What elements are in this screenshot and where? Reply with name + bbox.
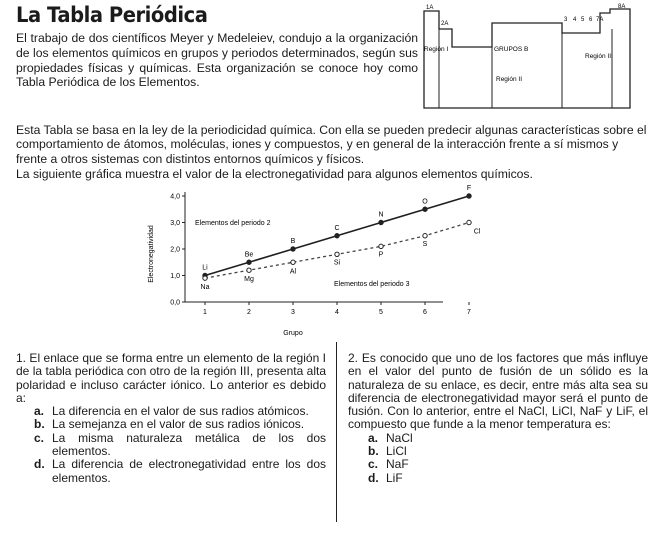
chart-intro-paragraph: La siguiente gráfica muestra el valor de la electronegatividad para algunos elementos químicos.	[16, 167, 533, 181]
data-point-label: Si	[333, 259, 341, 267]
question-2-text: 2. Es conocido que uno de los factores que más influye en el valor del punto de fusión de un sólido es la naturaleza de su enlace, es decir, entre más alta sea su diferencia de electronegatividad mayor será el punto de fusión. Con lo anterior, entre el NaCl, LiCl, NaF y LiF, el compuesto que funde a la menor temperatura es:	[348, 351, 648, 432]
option-letter: d.	[368, 470, 379, 485]
data-point-label: S	[422, 240, 428, 248]
question-2-option-a[interactable]	[348, 432, 648, 445]
data-point-label: Cl	[473, 228, 481, 236]
y-tick-label: 2,0	[170, 246, 180, 254]
option-text: LiCl	[386, 444, 407, 459]
electronegativity-chart	[143, 184, 481, 338]
data-point-n	[379, 220, 383, 224]
chart-y-axis-label: Electronegatividad	[148, 225, 155, 283]
option-letter: b.	[368, 444, 379, 459]
option-letter: c.	[34, 430, 45, 445]
y-tick-label: 3,0	[170, 220, 180, 227]
data-point-na	[203, 276, 207, 280]
data-point-p	[379, 244, 383, 248]
group-label: 6	[589, 17, 593, 23]
x-tick-label: 2	[247, 309, 251, 316]
question-1	[16, 352, 326, 485]
chart-x-axis-label: Grupo	[283, 330, 303, 337]
data-point-o	[423, 207, 427, 211]
question-1-option-c[interactable]	[16, 432, 326, 459]
question-2-option-c[interactable]	[348, 458, 648, 471]
data-point-label: O	[422, 198, 428, 206]
data-point-b	[291, 247, 295, 251]
option-text: La misma naturaleza metálica de los dos elementos.	[52, 430, 326, 459]
region-ii-label: Región II	[496, 76, 523, 83]
data-point-be	[247, 260, 251, 264]
x-tick-label: 5	[379, 309, 383, 316]
option-letter: c.	[368, 457, 379, 472]
data-point-f	[467, 194, 471, 198]
data-point-si	[335, 252, 339, 256]
data-point-c	[335, 234, 339, 238]
y-tick-label: 4,0	[170, 193, 180, 201]
data-point-label: P	[378, 251, 384, 259]
series-label-period-2: Elementos del periodo 2	[195, 220, 271, 227]
data-point-label: Li	[202, 264, 208, 272]
question-1-text: 1. El enlace que se forma entre un elemento de la región I de la tabla periódica con otro de la región III, presenta alta polaridad e incluso carácter iónico. Lo anterior es debido a:	[16, 351, 326, 405]
question-1-option-b[interactable]	[16, 418, 326, 431]
option-text: LiF	[386, 470, 403, 485]
data-point-label: Al	[289, 268, 297, 276]
x-tick-label: 1	[203, 309, 207, 316]
data-point-label: F	[466, 185, 472, 192]
x-tick-label: 6	[423, 309, 427, 316]
option-letter: a.	[368, 430, 379, 445]
option-letter: b.	[34, 417, 45, 432]
data-point-label: Mg	[244, 276, 254, 284]
data-point-s	[423, 234, 427, 238]
groups-b-label: GRUPOS B	[494, 46, 529, 53]
data-point-label: Na	[200, 284, 210, 292]
option-text: La diferencia en el valor de sus radios atómicos.	[52, 404, 309, 419]
data-point-al	[291, 260, 295, 264]
group-label: 4	[573, 17, 577, 23]
question-2-option-d[interactable]	[348, 472, 648, 485]
y-tick-label: 1,0	[170, 273, 180, 280]
data-point-label: B	[290, 238, 296, 245]
region-i-label: Región I	[424, 46, 449, 53]
question-2-option-b[interactable]	[348, 445, 648, 458]
data-point-label: Be	[244, 251, 254, 259]
page-title: La Tabla Periódica	[16, 3, 208, 27]
group-label: 3	[564, 17, 568, 23]
option-text: La diferencia de electronegatividad entre los dos elementos.	[52, 457, 326, 485]
option-letter: d.	[34, 457, 45, 472]
x-tick-label: 4	[335, 309, 339, 316]
option-letter: a.	[34, 404, 45, 419]
y-tick-label: 0,0	[170, 299, 180, 307]
option-text: NaCl	[386, 430, 413, 445]
option-text: NaF	[386, 457, 409, 472]
data-point-label: N	[378, 211, 384, 219]
question-1-option-a[interactable]	[16, 405, 326, 418]
group-label: 7A	[596, 17, 604, 23]
column-divider	[336, 342, 337, 522]
group-label: 8A	[618, 4, 626, 10]
question-1-option-d[interactable]	[16, 458, 326, 485]
series-label-period-3: Elementos del periodo 3	[334, 281, 410, 288]
region-iii-label: Región III	[585, 53, 613, 60]
periodicity-paragraph: Esta Tabla se basa en la ley de la periodicidad química. Con ella se pueden predecir algunas características sobre el comportamiento de átomos, moléculas, iones y compuestos, y en general de la interacción frente a sí mismos y frente a otros sistemas con distintos entornos químicos y físicos.	[16, 123, 647, 166]
group-label: 5	[581, 17, 585, 23]
question-2	[348, 352, 648, 485]
x-tick-label: 7	[467, 309, 471, 316]
data-point-label: C	[334, 224, 340, 232]
intro-paragraph: El trabajo de dos científicos Meyer y Medeleiev, condujo a la organización de los elementos químicos en grupos y periodos determinados, según sus propiedades físicas y químicas. Esta organización se conoce hoy como Tabla Periódica de los Elementos.	[16, 31, 418, 90]
group-label: 1A	[426, 5, 434, 11]
data-point-cl	[467, 220, 471, 224]
group-label: 2A	[441, 21, 449, 27]
x-tick-label: 3	[291, 309, 295, 316]
data-point-mg	[247, 268, 251, 272]
periodic-table-sketch	[422, 3, 646, 111]
option-text: La semejanza en el valor de sus radios iónicos.	[52, 417, 305, 432]
